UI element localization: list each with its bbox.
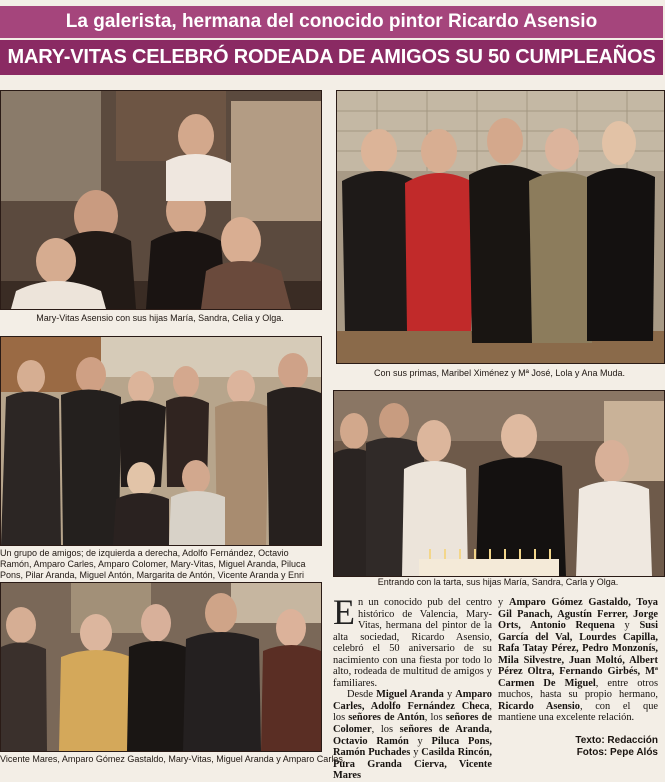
- caption-photo-1: Mary-Vitas Asensio con sus hijas María, Sandra, Celia y Olga.: [36, 313, 284, 323]
- article-paragraph-1: [333, 592, 492, 689]
- photo-cousins: [336, 90, 665, 364]
- credits: [498, 735, 658, 759]
- article-paragraph-2: Desde Miguel Aranda y Amparo Carles, Adolfo Fernández Checa, los señores de Antón, los señores de Colomer, los señores de Aranda, Octavio Ramón y Piluca Pons, Ramón Puchades y Casilda Rincón, Pura Granda Cierva, Vicente Mares: [333, 689, 492, 782]
- headline: MARY-VITAS CELEBRÓ RODEADA DE AMIGOS SU 50 CUMPLEAÑOS: [7, 46, 656, 68]
- article-column-2: [498, 597, 658, 729]
- photo-vicente-mares-group: [0, 582, 322, 752]
- credit-text: Texto: Redacción: [575, 735, 658, 746]
- caption-photo-4: Entrando con la tarta, sus hijas María, Sandra, Carla y Olga.: [377, 577, 619, 587]
- article-column-1: [333, 592, 492, 782]
- photo-group-friends: [0, 336, 322, 546]
- kicker: La galerista, hermana del conocido pintor Ricardo Asensio: [65, 11, 598, 32]
- photo-mother-daughters: [0, 90, 322, 310]
- caption-photo-2: Con sus primas, Maribel Ximénez y Mª José, Lola y Ana Muda.: [374, 368, 625, 378]
- dropcap: E: [333, 592, 355, 632]
- photo-cake: [333, 390, 665, 577]
- caption-photo-3: Un grupo de amigos; de izquierda a derecha, Adolfo Fernández, Octavio Ramón, Amparo Carles, Amparo Colomer, Mary-Vitas, Miguel Aranda, Piluca Pons, Pilar Aranda, Miguel Antón, Margarita de Antón, Vicente Aranda y Enri: [0, 548, 306, 580]
- credit-photos: Fotos: Pepe Alós: [576, 747, 658, 758]
- article-lead-text: n un conocido pub del centro histórico de Valencia, Mary-Vitas, hermana del pintor de la alta sociedad, Ricardo Asensio, celebró el 50 aniversario de su nacimiento con una fiesta por todo lo alto, rodeada de multitud de amigos y familiares.: [333, 597, 492, 689]
- caption-photo-5: Vicente Mares, Amparo Gómez Gastaldo, Mary-Vitas, Miguel Aranda y Amparo Carles.: [0, 754, 346, 764]
- kicker-banner: [0, 6, 663, 38]
- headline-banner: [0, 40, 663, 75]
- article-paragraph-2-continued: y Amparo Gómez Gastaldo, Toya Gil Panach, Agustín Ferrer, Jorge Orts, Antonio Requena y Susi García del Val, Lourdes Capilla, Rafa Tatay Pérez, Pedro Monzonís, Mila Silvestre, Juan Moltó, Albert Pérez Oltra, Fernando Girbés, Mª Carmen De Miguel, entre otros muchos, hasta su propio hermano, Ricardo Asensio, con el que mantiene una excelente relación.: [498, 597, 658, 724]
